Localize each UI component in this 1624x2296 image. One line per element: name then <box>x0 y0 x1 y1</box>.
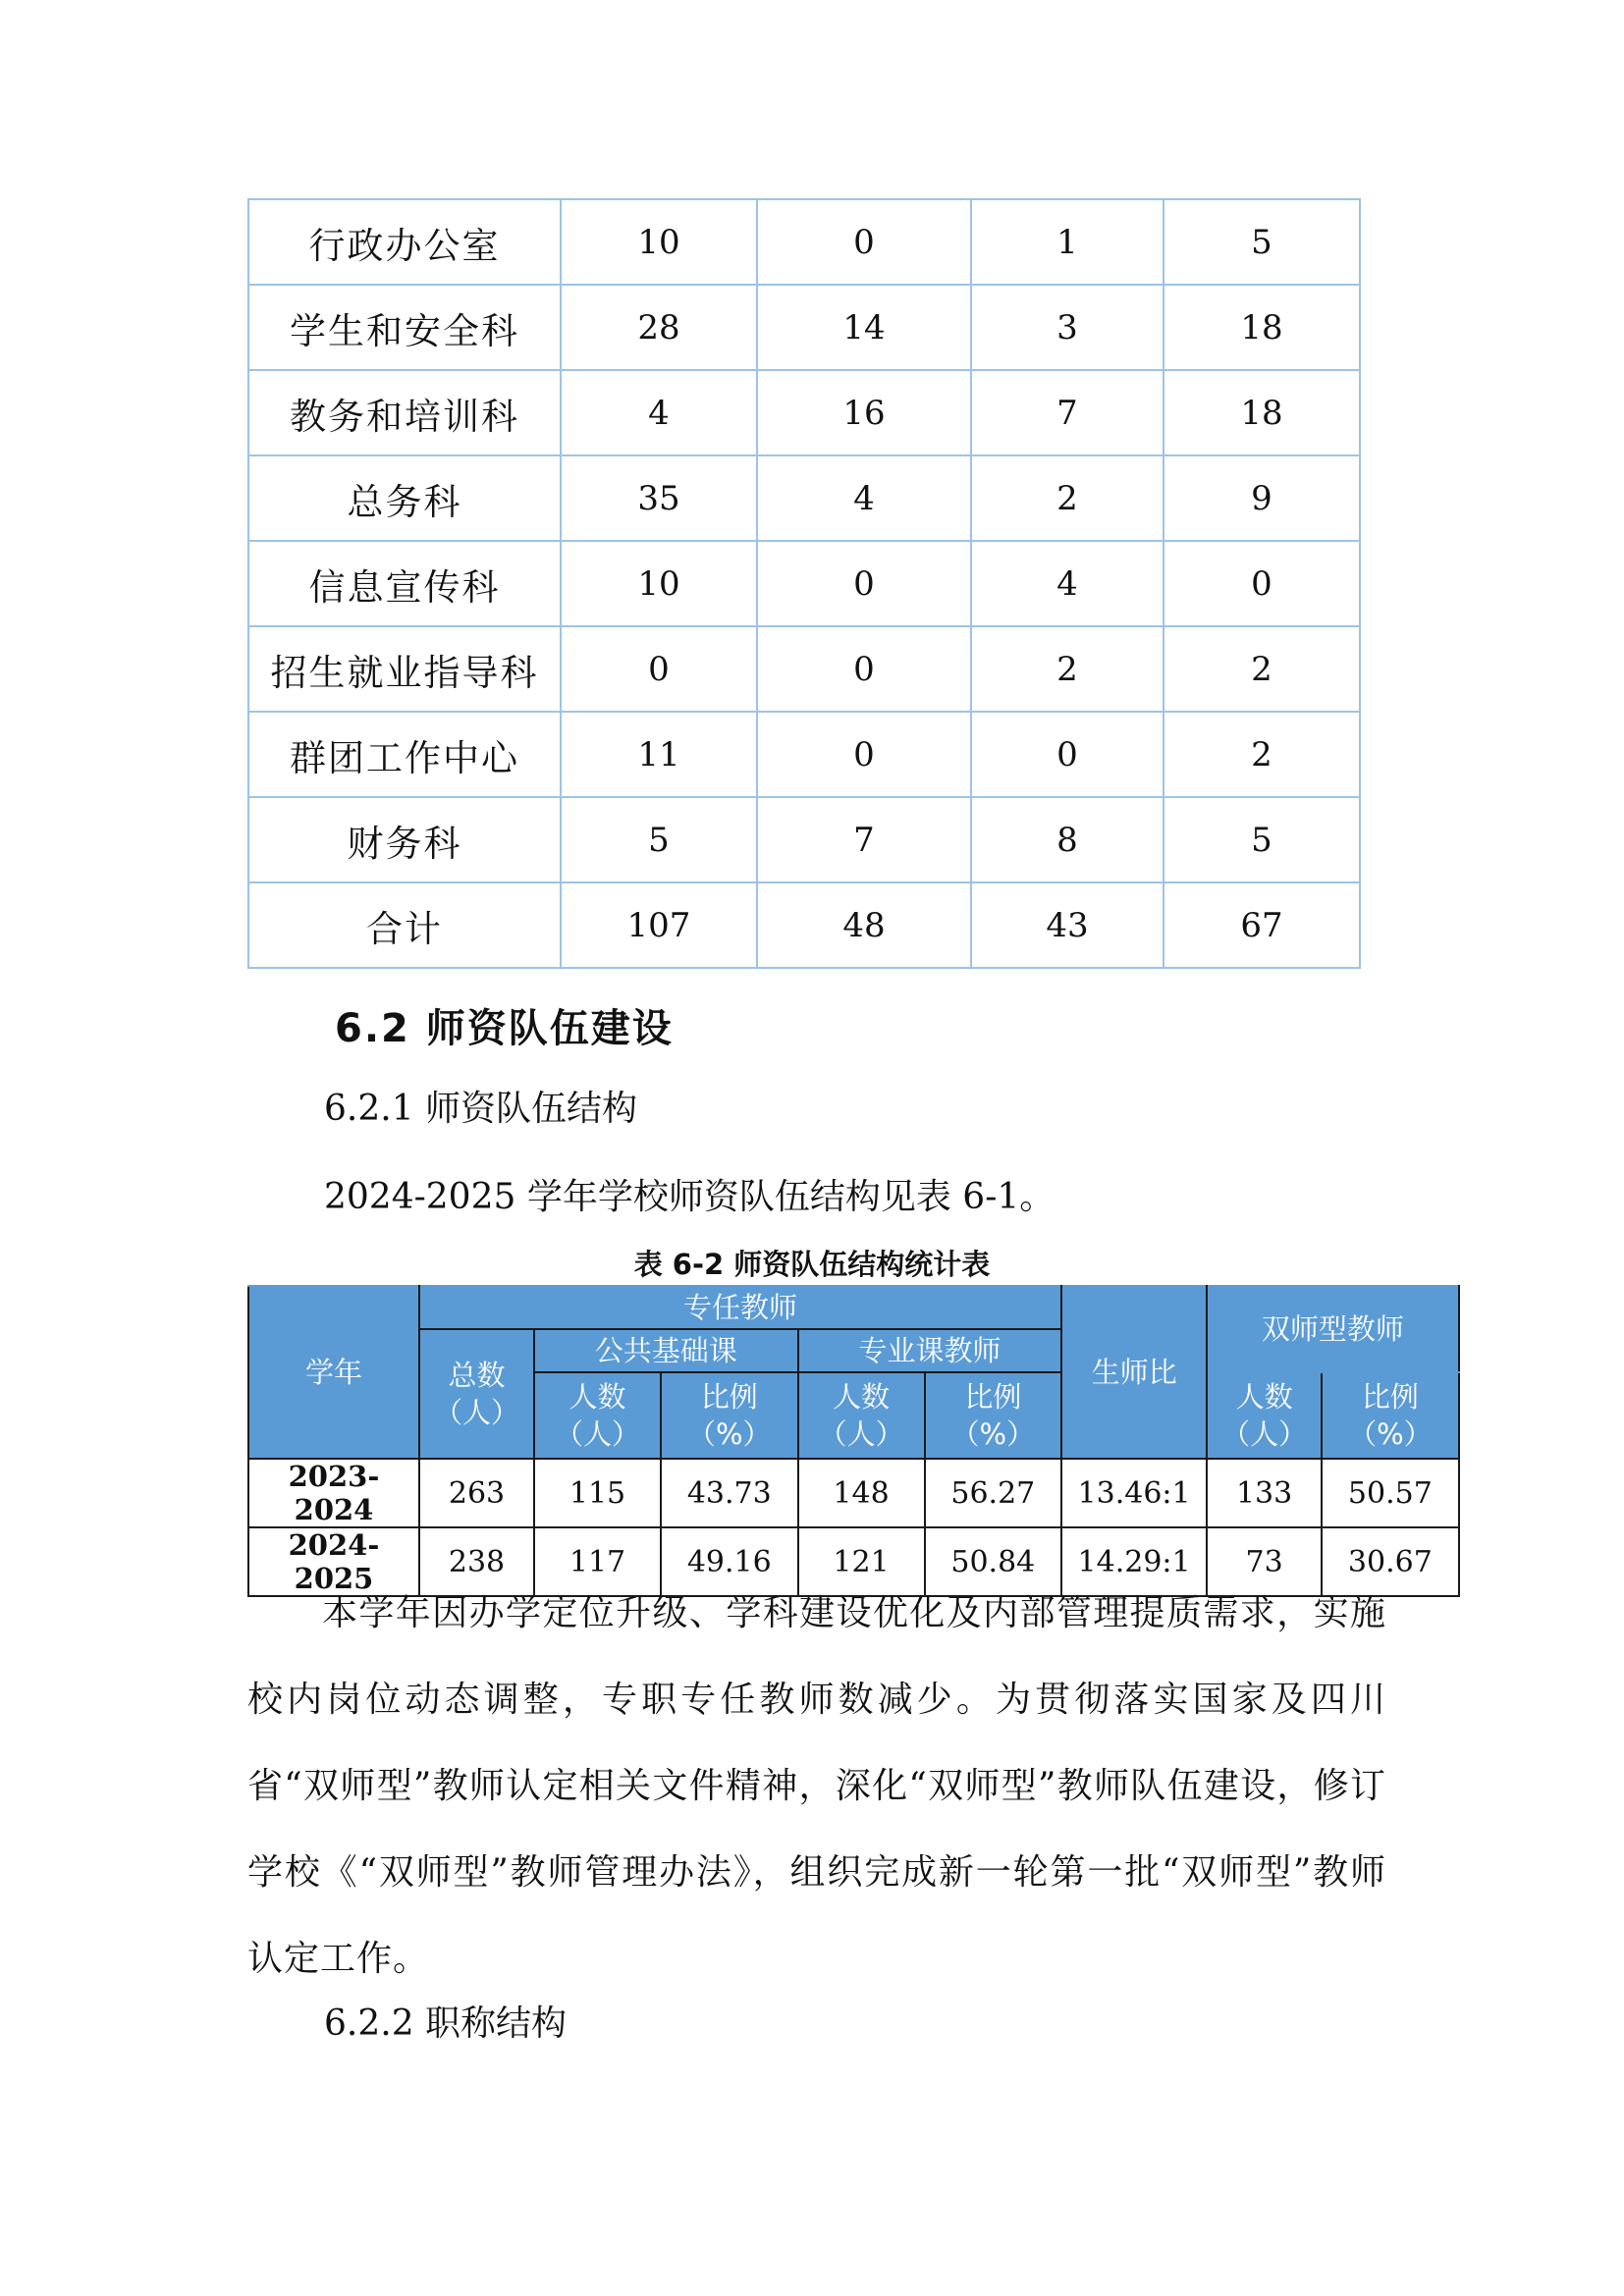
table-row <box>248 455 1360 541</box>
table-row <box>248 626 1360 712</box>
table-cell: 0 <box>757 626 971 712</box>
header-total: 总数（人） <box>419 1329 534 1459</box>
header-dual: 双师型教师 <box>1207 1286 1459 1372</box>
table-cell: 3 <box>971 285 1164 370</box>
table-cell: 9 <box>1164 455 1360 541</box>
table-cell: 133 <box>1207 1459 1322 1527</box>
table-cell: 107 <box>561 882 757 968</box>
table-cell: 0 <box>757 712 971 797</box>
table-cell: 0 <box>757 199 971 285</box>
section-heading: 6.2 师资队伍建设 <box>335 1006 674 1051</box>
table-cell: 43 <box>971 882 1164 968</box>
table-cell: 14 <box>757 285 971 370</box>
header-public-course: 公共基础课 <box>534 1329 798 1372</box>
table-cell: 48 <box>757 882 971 968</box>
subsection-heading-titles: 6.2.2 职称结构 <box>324 2003 568 2044</box>
table-cell: 16 <box>757 370 971 455</box>
table-row <box>248 370 1360 455</box>
table-cell: 1 <box>971 199 1164 285</box>
table-cell: 0 <box>1164 541 1360 626</box>
table-cell: 0 <box>561 626 757 712</box>
table-cell: 2 <box>971 626 1164 712</box>
table-cell: 2 <box>1164 626 1360 712</box>
table-cell: 7 <box>971 370 1164 455</box>
dept-name: 信息宣传科 <box>248 541 561 626</box>
table-cell: 18 <box>1164 370 1360 455</box>
header-dual-count: 人数（人） <box>1207 1372 1322 1459</box>
header-major-course: 专业课教师 <box>798 1329 1062 1372</box>
table-cell: 0 <box>971 712 1164 797</box>
department-staff-table <box>247 198 1361 969</box>
header-ratio: 生师比 <box>1061 1286 1207 1459</box>
table-cell: 148 <box>798 1459 925 1527</box>
table-cell: 50.57 <box>1322 1459 1459 1527</box>
table-cell: 2 <box>1164 712 1360 797</box>
table-cell: 50.84 <box>925 1527 1062 1596</box>
body-paragraph: 本学年因办学定位升级、学科建设优化及内部管理提质需求，实施校内岗位动态调整，专职专任教师数减少。为贯彻落实国家及四川省“双师型”教师认定相关文件精神，深化“双师型”教师队伍建设，修订学校《“双师型”教师管理办法》，组织完成新一轮第一批“双师型”教师认定工作。 <box>247 1593 1386 1979</box>
table-caption: 表 6-2 师资队伍结构统计表 <box>633 1248 991 1281</box>
table-row <box>248 712 1360 797</box>
header-major-percent: 比例（%） <box>925 1372 1062 1459</box>
table-row-total <box>248 882 1360 968</box>
table-cell: 10 <box>561 199 757 285</box>
table-cell: 8 <box>971 797 1164 882</box>
table-row <box>248 541 1360 626</box>
table-cell: 4 <box>971 541 1164 626</box>
dept-name: 招生就业指导科 <box>248 626 561 712</box>
table-cell: 238 <box>419 1527 534 1596</box>
header-row-1 <box>248 1286 1459 1329</box>
table-row <box>248 285 1360 370</box>
table-cell: 263 <box>419 1459 534 1527</box>
table-cell: 5 <box>1164 199 1360 285</box>
table-cell: 115 <box>534 1459 661 1527</box>
table-cell: 4 <box>757 455 971 541</box>
header-year: 学年 <box>248 1286 419 1459</box>
table-cell: 67 <box>1164 882 1360 968</box>
intro-line: 2024-2025 学年学校师资队伍结构见表 6-1。 <box>324 1177 1056 1217</box>
table-cell: 5 <box>561 797 757 882</box>
dept-name: 行政办公室 <box>248 199 561 285</box>
subsection-heading-structure: 6.2.1 师资队伍结构 <box>324 1089 638 1129</box>
dept-name: 教务和培训科 <box>248 370 561 455</box>
dept-name: 学生和安全科 <box>248 285 561 370</box>
table-cell: 28 <box>561 285 757 370</box>
header-public-count: 人数（人） <box>534 1372 661 1459</box>
table-cell: 73 <box>1207 1527 1322 1596</box>
table-cell: 117 <box>534 1527 661 1596</box>
table-row <box>248 199 1360 285</box>
table-row <box>248 1459 1459 1527</box>
table-row <box>248 797 1360 882</box>
header-dual-percent: 比例（%） <box>1322 1372 1459 1459</box>
dept-name: 总务科 <box>248 455 561 541</box>
table-cell: 2 <box>971 455 1164 541</box>
table-cell: 7 <box>757 797 971 882</box>
table-cell: 5 <box>1164 797 1360 882</box>
table-cell: 0 <box>757 541 971 626</box>
dept-name: 群团工作中心 <box>248 712 561 797</box>
year-cell: 2024-2025 <box>248 1527 419 1596</box>
table-cell: 43.73 <box>661 1459 798 1527</box>
table-cell: 35 <box>561 455 757 541</box>
dept-name: 财务科 <box>248 797 561 882</box>
table-cell: 30.67 <box>1322 1527 1459 1596</box>
table-cell: 10 <box>561 541 757 626</box>
table-cell: 56.27 <box>925 1459 1062 1527</box>
table-cell: 4 <box>561 370 757 455</box>
table-cell: 121 <box>798 1527 925 1596</box>
faculty-structure-table <box>247 1285 1460 1597</box>
header-major-count: 人数（人） <box>798 1372 925 1459</box>
table-cell: 13.46:1 <box>1061 1459 1207 1527</box>
header-full-time: 专任教师 <box>419 1286 1061 1329</box>
year-cell: 2023-2024 <box>248 1459 419 1527</box>
table-cell: 14.29:1 <box>1061 1527 1207 1596</box>
table-cell: 49.16 <box>661 1527 798 1596</box>
table-cell: 11 <box>561 712 757 797</box>
header-public-percent: 比例（%） <box>661 1372 798 1459</box>
dept-name: 合计 <box>248 882 561 968</box>
table-cell: 18 <box>1164 285 1360 370</box>
